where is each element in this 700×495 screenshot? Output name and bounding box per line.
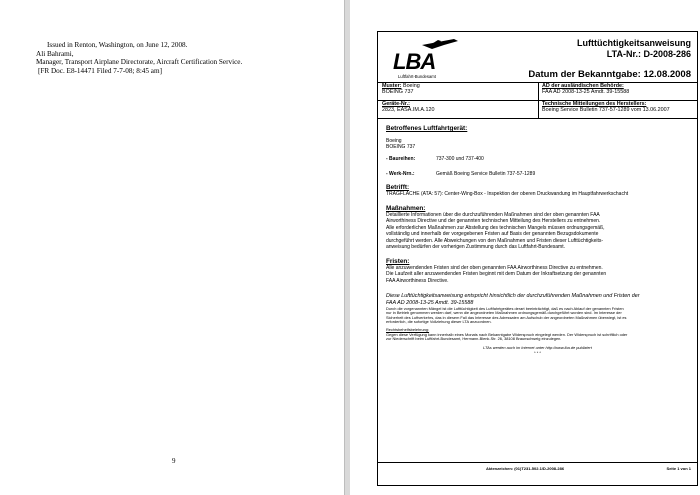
- massnahmen-line: Alle erforderlichen Maßnahmen zur Abstellung des technischen Mangels müssen ordnungsgemäß,: [386, 224, 605, 231]
- legal-note-line: nur in Betrieb genommen werden darf, wenn die angeordneten Maßnahmen ordnungsgemäß durchgeführt worden sind. Im Interesse der: [386, 310, 622, 316]
- tech-value: Boeing Service Bulletin 737-57-1289 vom 13.06.2007: [542, 107, 670, 114]
- title-line-1: Lufttüchtigkeitsanweisung: [576, 38, 691, 48]
- baureihen-value: 737-300 und 737-400: [436, 156, 484, 162]
- lba-logo: [384, 38, 464, 80]
- title-line-2: LTA-Nr.: D-2008-286: [606, 49, 691, 59]
- massnahmen-line: vollständig und innerhalb der vorgegebenen Fristen auf Basis der genannten Bezugsdokumente: [386, 231, 599, 238]
- legal-note-line: Durch die vorgenannten Mängel ist die Lufttüchtigkeit des Luftfahrtgerätes derart beeinträchtigt, daß es nach Ablauf der genannten Fristen: [386, 305, 624, 311]
- section-fristen: Fristen:: [386, 258, 410, 265]
- massnahmen-line: durchgeführt werden. Alle Abweichungen von den Maßnahmen und Fristen dieser Lufttüchtigkeits-: [386, 237, 604, 244]
- muster-cell: [382, 83, 420, 96]
- right-page: [350, 0, 700, 495]
- rechtsbehelf-line: zur Niederschrift beim Luftfahrt-Bundesamt, Hermann-Blenk-Str. 26, 38108 Braunschweig einzulegen.: [386, 336, 562, 342]
- section-massnahmen: Maßnahmen:: [386, 205, 426, 212]
- werk-row: [386, 171, 535, 177]
- baureihen-row: [386, 156, 484, 162]
- column-divider: [538, 82, 539, 118]
- rechtsbehelf-line: Gegen diese Verfügung kann innerhalb eines Monats nach Bekanntgabe Widerspruch eingelegt werden. Der Widerspruch ist schriftlich oder: [386, 331, 628, 337]
- fr-doc-line: [FR Doc. E8-14471 Filed 7-7-08; 8:45 am]: [38, 66, 162, 75]
- geraete-label: Geräte-Nr.:: [382, 101, 410, 107]
- betrifft-text: TRAGFLÄCHE (ATA: 57): Center-Wing-Box - Inspektion der oberen Druckwandung im Hauptfahrwerkschacht: [386, 191, 629, 197]
- tech-label: Technische Mitteilungen des Herstellers:: [542, 101, 647, 107]
- werk-label: - Werk-Nrn.:: [386, 171, 415, 177]
- publication-date: Datum der Bekanntgabe: 12.08.2008: [528, 69, 691, 80]
- massnahmen-line: Airworthiness Directive und der genannten technischen Mitteilung des Herstellers zu entnehmen.: [386, 218, 601, 225]
- muster-type: BOEING 737: [382, 89, 414, 96]
- ad-label: AD der ausländischen Behörde:: [542, 83, 624, 89]
- werk-value: Gemäß Boeing Service Bulletin 737-57-1289: [436, 171, 536, 177]
- logo-text: LBA: [393, 49, 436, 74]
- divider: [378, 118, 697, 119]
- massnahmen-line: Detaillierte Informationen über die durchzuführenden Maßnahmen sind der oben genannten FAA: [386, 212, 600, 218]
- footer-divider: [378, 462, 697, 463]
- tech-cell: [542, 101, 670, 114]
- page-indicator: Seite 1 von 1: [666, 466, 691, 471]
- signer-name: Ali Bahrami,: [36, 49, 74, 58]
- ad-cell: [542, 83, 629, 96]
- geraete-value: 2823, EASA.IM.A.120: [382, 107, 435, 114]
- legal-note-line: erforderlich, die sofortige Vollziehung dieser LTA anzuordnen.: [386, 319, 492, 325]
- ad-value: FAA AD 2008-13-25 Amdt. 39-15588: [542, 89, 630, 96]
- legal-note-line: Sicherheit des Luftverkehrs, das in diesem Fall das Interesse des Adressaten am Aufschub der angeordneten Maßnahmen überwiegt, ist es: [386, 314, 627, 320]
- section-betroffen: Betroffenes Luftfahrtgerät:: [386, 125, 468, 132]
- baureihen-label: - Baureihen:: [386, 156, 416, 162]
- geraete-cell: [382, 101, 434, 114]
- italic-note-line: FAA AD 2008-13-25 Amdt. 39-15588: [386, 299, 474, 306]
- aktenzeichen: Aktenzeichen: (01)T231-502.1/D-2008-286: [486, 466, 565, 471]
- lta-form: [377, 31, 698, 486]
- left-page: [0, 0, 345, 495]
- issued-line: Issued in Renton, Washington, on June 12, 2008.: [47, 41, 188, 49]
- page-number: 9: [172, 457, 176, 465]
- italic-note-line: Diese Lufttüchtigkeitsanweisung entspricht hinsichtlich der durchzuführenden Maßnahmen und Fristen der: [386, 293, 640, 299]
- fristen-line: Die Laufzeit aller anzuwendenden Fristen beginnt mit dem Datum der Inkraftsetzung der genannten: [386, 271, 607, 278]
- muster-value: Boeing: [402, 83, 420, 89]
- rechtsbehelf-heading: Rechtsbehelfsbelehrung:: [386, 327, 430, 332]
- end-stars: * * *: [534, 350, 541, 355]
- fristen-line: FAA Airworthiness Directive.: [386, 277, 449, 284]
- logo-subtitle: Luftfahrt-Bundesamt: [398, 74, 436, 79]
- betroffen-line: BOEING 737: [386, 144, 416, 150]
- betroffen-line: Boeing: [386, 138, 402, 144]
- section-betrifft: Betrifft:: [386, 184, 410, 191]
- document-title: [577, 38, 691, 60]
- fristen-line: Alle anzuwendenden Fristen sind der oben genannten FAA Airworthiness Directive zu entnehmen.: [386, 265, 603, 271]
- signer-title: Manager, Transport Airplane Directorate, Aircraft Certification Service.: [36, 58, 243, 67]
- massnahmen-line: anweisung bedürfen der vorherigen Zustimmung durch das Luftfahrt-Bundesamt.: [386, 244, 565, 250]
- internet-line: LTAs werden auch im Internet unter http://www.lba.de publiziert: [483, 345, 592, 350]
- muster-label: Muster:: [382, 83, 402, 89]
